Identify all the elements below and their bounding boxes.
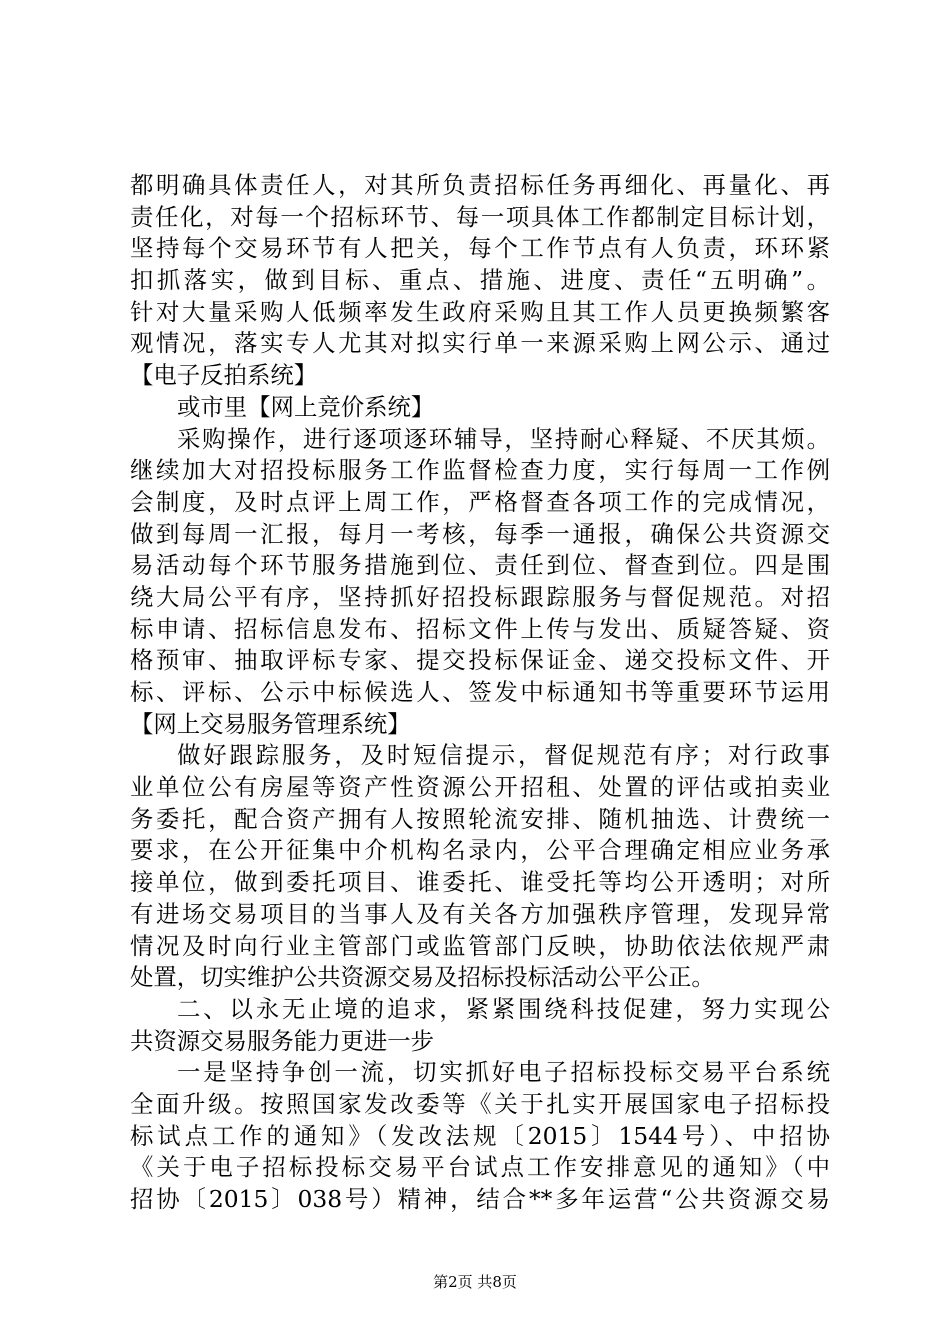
- text-line: 标、评标、公示中标候选人、签发中标通知书等重要环节运用: [130, 678, 830, 706]
- text-line: 一是坚持争创一流，切实抓好电子招标投标交易平台系统: [177, 1058, 830, 1087]
- text-line: 【网上交易服务管理系统】: [130, 709, 411, 738]
- text-line: 都明确具体责任人，对其所负责招标任务再细化、再量化、再: [130, 171, 830, 199]
- text-line: 处置，切实维护公共资源交易及招标投标活动公平公正。: [130, 963, 715, 992]
- text-line: 或市里【网上竞价系统】: [177, 392, 435, 421]
- text-line: 标试点工作的通知》（发改法规〔2015〕1544号）、中招协: [130, 1121, 830, 1150]
- text-line: 有进场交易项目的当事人及有关各方加强秩序管理，发现异常: [130, 899, 830, 928]
- text-line: 二、以永无止境的追求，紧紧围绕科技促建，努力实现公: [177, 994, 830, 1023]
- text-line: 做到每周一汇报，每月一考核，每季一通报，确保公共资源交: [130, 519, 830, 548]
- text-line: 共资源交易服务能力更进一步: [130, 1026, 435, 1055]
- text-line: 绕大局公平有序，坚持抓好招投标跟踪服务与督促规范。对招: [130, 582, 830, 611]
- text-line: 针对大量采购人低频率发生政府采购且其工作人员更换频繁客: [130, 297, 830, 326]
- text-line: 坚持每个交易环节有人把关，每个工作节点有人负责，环环紧: [130, 234, 830, 263]
- text-line: 接单位，做到委托项目、谁委托、谁受托等均公开透明；对所: [130, 868, 830, 897]
- text-line: 会制度，及时点评上周工作，严格督查各项工作的完成情况，: [130, 487, 830, 516]
- text-line: 标申请、招标信息发布、招标文件上传与发出、质疑答疑、资: [130, 614, 830, 643]
- text-line: 继续加大对招投标服务工作监督检查力度，实行每周一工作例: [130, 456, 830, 485]
- text-line: 观情况，落实专人尤其对拟实行单一来源采购上网公示、通过: [130, 329, 830, 358]
- page-number-footer: 第2页 共8页: [433, 1273, 517, 1291]
- text-line: 责任化，对每一个招标环节、每一项具体工作都制定目标计划，: [130, 202, 830, 231]
- text-line: 《关于电子招标投标交易平台试点工作安排意见的通知》（中: [130, 1153, 830, 1182]
- text-line: 全面升级。按照国家发改委等《关于扎实开展国家电子招标投: [130, 1089, 830, 1118]
- text-line: 格预审、抽取评标专家、提交投标保证金、递交投标文件、开: [130, 646, 830, 675]
- text-line: 【电子反拍系统】: [130, 361, 318, 390]
- document-body: [130, 170, 830, 1216]
- text-line: 要求，在公开征集中介机构名录内，公平合理确定相应业务承: [130, 836, 830, 865]
- text-line: 情况及时向行业主管部门或监管部门反映，协助依法依规严肃: [130, 931, 830, 960]
- text-line: 采购操作，进行逐项逐环辅导，坚持耐心释疑、不厌其烦。: [177, 424, 830, 453]
- text-line: 业单位公有房屋等资产性资源公开招租、处置的评估或拍卖业: [130, 773, 830, 802]
- text-line: 做好跟踪服务，及时短信提示，督促规范有序；对行政事: [177, 741, 830, 770]
- text-line: 扣抓落实，做到目标、重点、措施、进度、责任“五明确”。: [130, 266, 830, 295]
- text-line: 招协〔2015〕038号）精神，结合**多年运营“公共资源交易: [130, 1185, 830, 1213]
- text-line: 易活动每个环节服务措施到位、责任到位、督查到位。四是围: [130, 551, 830, 580]
- text-line: 务委托，配合资产拥有人按照轮流安排、随机抽选、计费统一: [130, 804, 830, 833]
